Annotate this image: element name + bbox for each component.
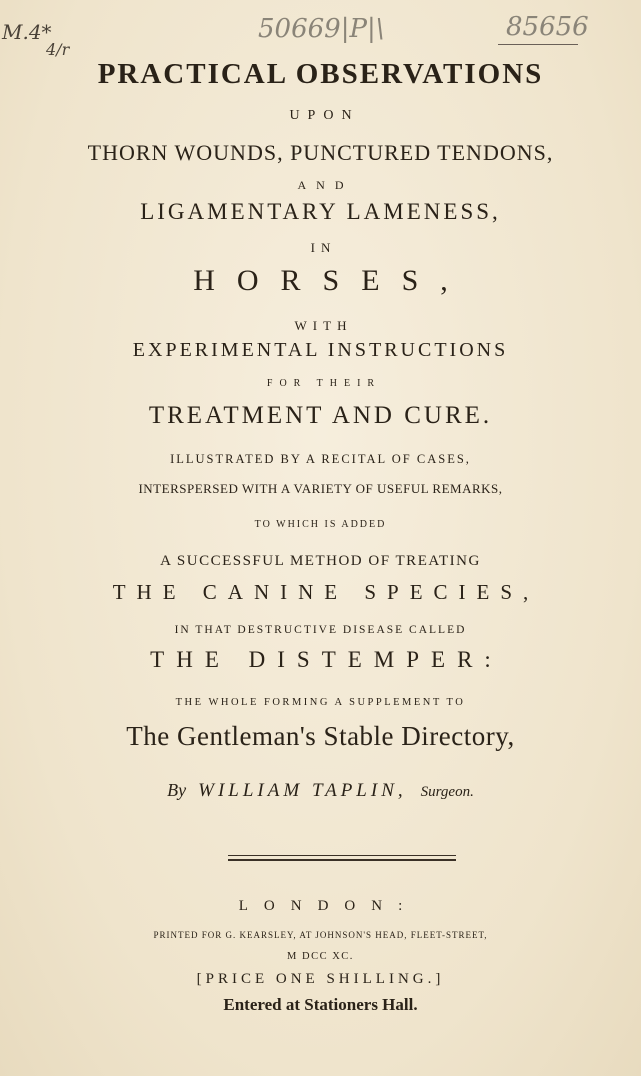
imprint-price: [PRICE ONE SHILLING.] [196, 971, 445, 987]
title-in: IN [310, 240, 337, 255]
title-horses: HORSES, [193, 264, 470, 297]
imprint-city: LONDON: [238, 898, 419, 914]
author-name: WILLIAM TAPLIN, [198, 780, 407, 801]
imprint-entered: Entered at Stationers Hall. [223, 995, 418, 1014]
handwritten-shelfmark: 50669|P|\ [258, 14, 385, 44]
subtitle-line-4: A SUCCESSFUL METHOD OF TREATING [160, 553, 481, 569]
subtitle-line-9: The Gentleman's Stable Directory, [126, 721, 515, 751]
title-line-5: LIGAMENTARY LAMENESS, [140, 199, 501, 224]
handwritten-mark-top-left: M.4* [2, 20, 52, 44]
title-and: AND [297, 178, 354, 192]
imprint-printer: PRINTED FOR G. KEARSLEY, AT JOHNSON'S HEAD, FLEET-STREET, [153, 930, 488, 940]
handwritten-number: 85656 [506, 12, 589, 42]
title-line-11: TREATMENT AND CURE. [148, 402, 493, 429]
title-line-1: PRACTICAL OBSERVATIONS [97, 58, 544, 90]
author-role: Surgeon. [420, 784, 474, 800]
title-line-3: THORN WOUNDS, PUNCTURED TENDONS, [87, 140, 554, 165]
subtitle-line-8: THE WHOLE FORMING A SUPPLEMENT TO [175, 697, 466, 708]
title-line-9: EXPERIMENTAL INSTRUCTIONS [132, 339, 509, 361]
author-by: By [167, 780, 187, 800]
imprint-year: M DCC XC. [287, 951, 354, 962]
handwritten-mark-top-left-2: 4/r [46, 40, 70, 59]
subtitle-line-6: IN THAT DESTRUCTIVE DISEASE CALLED [174, 624, 467, 636]
subtitle-line-2: INTERSPERSED WITH A VARIETY OF USEFUL REMARKS, [138, 481, 503, 496]
subtitle-line-5: THE CANINE SPECIES, [112, 580, 540, 604]
title-with: WITH [294, 318, 353, 333]
subtitle-line-1: ILLUSTRATED BY A RECITAL OF CASES, [170, 452, 471, 466]
subtitle-line-3: TO WHICH IS ADDED [254, 519, 387, 530]
divider-rule [228, 855, 456, 861]
author-line [0, 780, 641, 802]
title-upon: UPON [289, 108, 360, 123]
subtitle-line-7: THE DISTEMPER: [150, 647, 503, 672]
short-rule [498, 44, 578, 45]
title-for-their: FOR THEIR [266, 378, 382, 389]
